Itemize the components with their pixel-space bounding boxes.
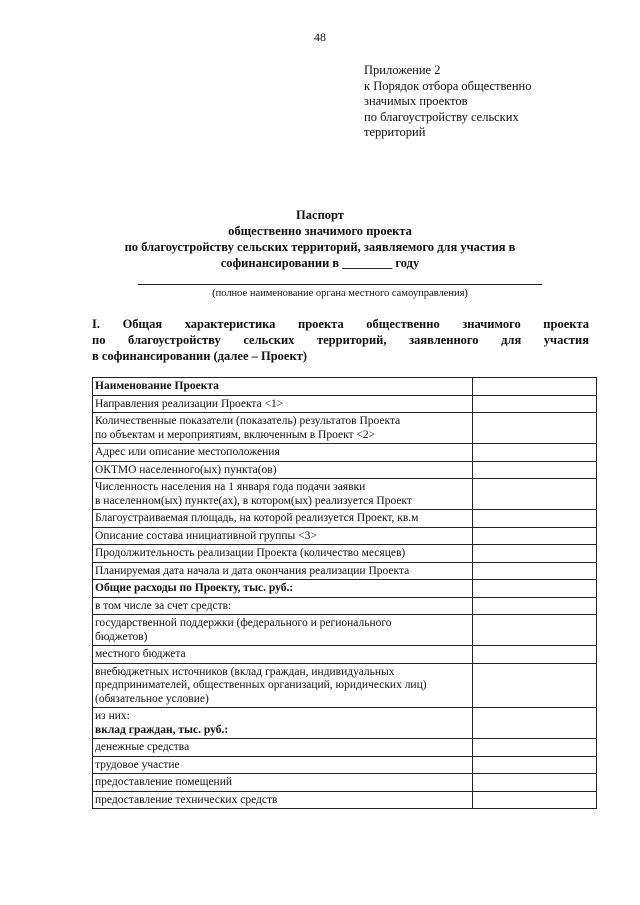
table-row [93,663,597,708]
row-label [93,510,473,528]
row-label-line: предоставление технических средств [95,793,278,806]
row-label [93,646,473,664]
row-value-cell[interactable] [473,756,597,774]
appendix-line: Приложение 2 [364,63,441,77]
table-row [93,444,597,462]
row-label [93,413,473,444]
section-heading-line: в софинансировании (далее – Проект) [92,349,307,363]
row-label-line: ОКТМО населенного(ых) пункта(ов) [95,463,277,476]
table-row [93,378,597,396]
table-row [93,708,597,739]
row-value-cell[interactable] [473,615,597,646]
row-label [93,756,473,774]
table-row [93,597,597,615]
row-label [93,378,473,396]
row-label [93,479,473,510]
table-row [93,527,597,545]
appendix-line: к Порядок отбора общественно [364,78,532,93]
row-label-line: Наименование Проекта [95,380,219,392]
row-value-cell[interactable] [473,791,597,809]
appendix-note [364,63,604,141]
row-label [93,708,473,739]
table-row [93,395,597,413]
row-label-line: местного бюджета [95,648,186,660]
row-label-line: предпринимателей, общественных организаций, юридических лиц) [95,679,427,691]
row-label-line: внебюджетных источников (вклад граждан, индивидуальных [95,665,395,678]
appendix-line: по благоустройству сельских [364,109,519,124]
passport-title [80,207,560,271]
row-label-line: из них: [95,710,130,722]
row-value-cell[interactable] [473,708,597,739]
passport-title-line: по благоустройству сельских территорий, заявляемого для участия в [124,240,516,254]
row-label [93,545,473,563]
row-label-line: трудовое участие [95,758,180,771]
row-value-cell[interactable] [473,479,597,510]
row-value-cell[interactable] [473,378,597,396]
table-row [93,479,597,510]
table-row [93,756,597,774]
row-label [93,597,473,615]
row-label-line: государственной поддержки (федерального и регионального [95,617,392,629]
table-row [93,545,597,563]
row-label-line: в населенном(ых) пункте(ах), в котором(ых) реализуется Проект [95,494,412,507]
table-row [93,615,597,646]
passport-title-line: Паспорт [296,208,344,222]
table-row [93,791,597,809]
row-value-cell[interactable] [473,562,597,580]
row-label [93,461,473,479]
row-value-cell[interactable] [473,527,597,545]
page-number: 48 [314,30,326,44]
row-label-line: в том числе за счет средств: [95,599,232,612]
row-label-line: Направления реализации Проекта <1> [95,397,284,410]
row-value-cell[interactable] [473,663,597,708]
table-row [93,562,597,580]
row-label-line: Адрес или описание местоположения [95,446,280,458]
row-label-line: бюджетов) [95,630,148,643]
row-value-cell[interactable] [473,774,597,792]
table-row [93,413,597,444]
row-label-line: Общие расходы по Проекту, тыс. руб.: [95,582,294,594]
row-label-line: по объектам и мероприятиям, включенным в Проект <2> [95,428,376,441]
appendix-line: территорий [364,125,426,139]
passport-table [92,377,597,809]
section-heading-line: I. Общая характеристика проекта общественно значимого проекта [92,317,589,331]
passport-title-line: общественно значимого проекта [228,224,412,238]
row-label [93,791,473,809]
row-label [93,739,473,757]
table-row [93,580,597,598]
row-label-line: Численность населения на 1 января года подачи заявки [95,481,366,493]
row-value-cell[interactable] [473,739,597,757]
row-label [93,444,473,462]
table-row [93,510,597,528]
row-label [93,562,473,580]
row-label-line: (обязательное условие) [95,692,209,705]
row-value-cell[interactable] [473,580,597,598]
table-row [93,739,597,757]
row-label [93,774,473,792]
passport-title-line: софинансировании в ________ году [220,256,420,270]
row-label-line: вклад граждан, тыс. руб.: [95,723,229,736]
section-heading [92,316,589,364]
row-label-line: Планируемая дата начала и дата окончания реализации Проекта [95,564,410,577]
row-label-line: Количественные показатели (показатель) результатов Проекта [95,415,401,427]
row-value-cell[interactable] [473,646,597,664]
row-value-cell[interactable] [473,395,597,413]
row-value-cell[interactable] [473,444,597,462]
row-label [93,615,473,646]
row-label [93,580,473,598]
table-row [93,646,597,664]
row-value-cell[interactable] [473,510,597,528]
row-value-cell[interactable] [473,413,597,444]
appendix-line: значимых проектов [364,94,468,108]
table-row [93,461,597,479]
row-label [93,663,473,708]
table-row [93,774,597,792]
row-label-line: Продолжительность реализации Проекта (количество месяцев) [95,547,406,559]
row-value-cell[interactable] [473,597,597,615]
row-label [93,527,473,545]
row-value-cell[interactable] [473,545,597,563]
row-label-line: Благоустраиваемая площадь, на которой реализуется Проект, кв.м [95,512,419,524]
row-label [93,395,473,413]
org-name-caption: (полное наименование органа местного самоуправления) [212,288,468,299]
row-label-line: денежные средства [95,741,190,753]
section-heading-line: по благоустройству сельских территорий, заявленного для участия [92,333,589,347]
row-label-line: Описание состава инициативной группы <3> [95,529,317,542]
row-value-cell[interactable] [473,461,597,479]
row-label-line: предоставление помещений [95,776,233,788]
org-name-line [138,284,542,285]
passport-table-body [93,378,597,809]
